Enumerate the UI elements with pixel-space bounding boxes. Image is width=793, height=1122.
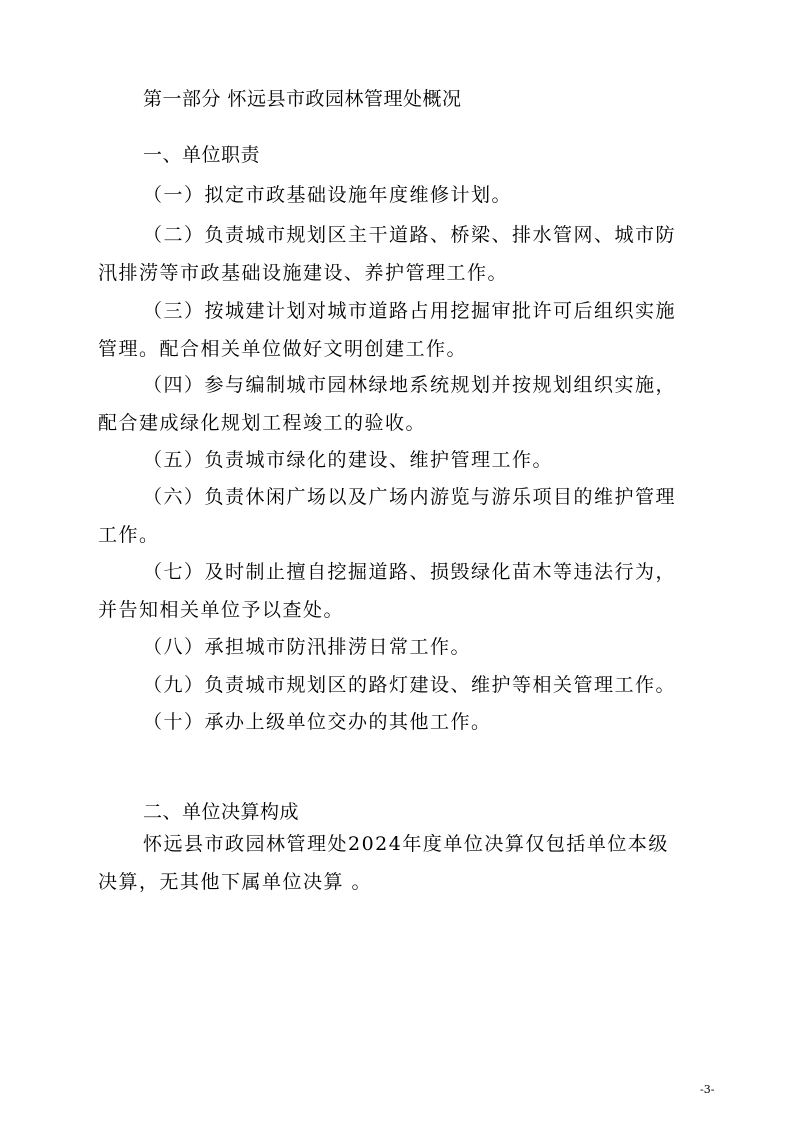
- duty-item-5: [98, 441, 553, 479]
- duty-item-line: 工作。: [98, 524, 160, 546]
- composition-paragraph: [98, 825, 669, 901]
- duty-item-7: [98, 553, 676, 629]
- duty-item-10: [98, 703, 492, 741]
- duty-item-line: （二）负责城市规划区主干道路、桥梁、排水管网、城市防: [143, 224, 677, 246]
- page-number: -3-: [700, 1083, 715, 1096]
- duty-item-line: 汛排涝等市政基础设施建设、养护管理工作。: [98, 262, 509, 284]
- duty-item-line: （七）及时制止擅自挖掘道路、损毁绿化苗木等违法行为，: [143, 561, 677, 583]
- duty-item-line: 管理。配合相关单位做好文明创建工作。: [98, 338, 468, 360]
- duty-item-4: [98, 366, 676, 442]
- duty-item-9: [98, 666, 676, 704]
- duty-item-1: [98, 176, 512, 214]
- duty-item-line: （四）参与编制城市园林绿地系统规划并按规划组织实施，: [143, 374, 677, 396]
- duty-item-line: （十）承办上级单位交办的其他工作。: [143, 711, 492, 733]
- duty-item-line: （五）负责城市绿化的建设、维护管理工作。: [143, 449, 554, 471]
- duty-item-3: [98, 292, 676, 368]
- duty-item-2: [98, 216, 676, 292]
- duty-item-8: [98, 628, 471, 666]
- page-title: 第一部分 怀远县市政园林管理处概况: [143, 88, 462, 110]
- duty-item-line: （六）负责休闲广场以及广场内游览与游乐项目的维护管理: [143, 486, 677, 508]
- duty-item-line: （八）承担城市防汛排涝日常工作。: [143, 636, 472, 658]
- section-heading-duties: 一、单位职责: [143, 144, 261, 166]
- composition-line: 怀远县市政园林管理处2024年度单位决算仅包括单位本级: [143, 833, 669, 855]
- duty-item-6: [98, 478, 676, 554]
- duty-item-line: （三）按城建计划对城市道路占用挖掘审批许可后组织实施: [143, 300, 677, 322]
- section-heading-composition: 二、单位决算构成: [143, 801, 300, 823]
- duty-item-line: 并告知相关单位予以查处。: [98, 599, 345, 621]
- duty-item-line: 配合建成绿化规划工程竣工的验收。: [98, 412, 427, 434]
- duty-item-line: （一）拟定市政基础设施年度维修计划。: [143, 184, 513, 206]
- duty-item-line: （九）负责城市规划区的路灯建设、维护等相关管理工作。: [143, 674, 677, 696]
- composition-line: 决算，无其他下属单位决算 。: [98, 871, 373, 893]
